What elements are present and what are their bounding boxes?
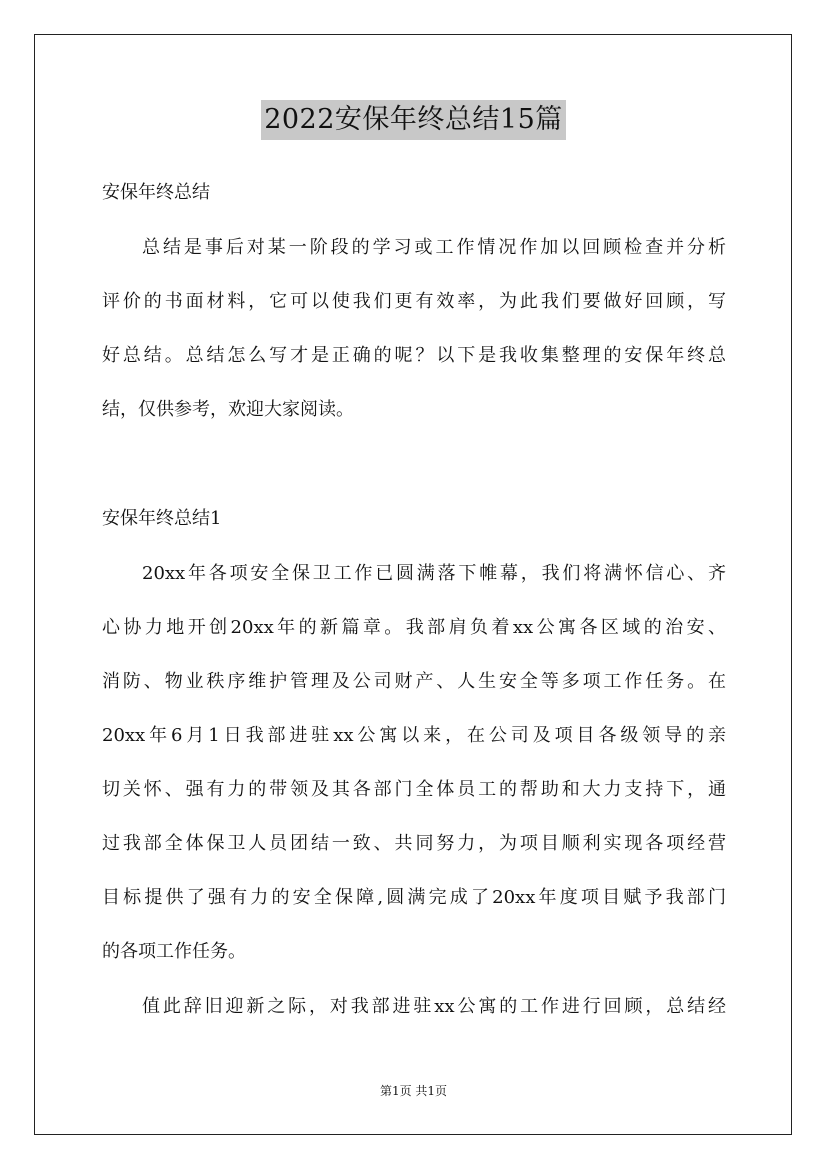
paragraph-line: 目标提供了强有力的安全保障,圆满完成了20xx年度项目赋予我部门 xyxy=(102,887,726,908)
paragraph-line: 消防、物业秩序维护管理及公司财产、人生安全等多项工作任务。在 xyxy=(102,671,726,692)
section-heading: 安保年终总结 xyxy=(102,182,210,203)
paragraph-line: 心协力地开创20xx年的新篇章。我部肩负着xx公寓各区域的治安、 xyxy=(102,617,726,638)
intro-line: 总结是事后对某一阶段的学习或工作情况作加以回顾检查并分析 xyxy=(142,237,726,258)
intro-line: 评价的书面材料，它可以使我们更有效率，为此我们要做好回顾，写 xyxy=(102,291,726,312)
intro-line: 好总结。总结怎么写才是正确的呢？以下是我收集整理的安保年终总 xyxy=(102,345,726,366)
page-footer: 第1页 共1页 xyxy=(379,1084,448,1098)
paragraph-line: 20xx年各项安全保卫工作已圆满落下帷幕，我们将满怀信心、齐 xyxy=(142,563,726,584)
paragraph-line: 的各项工作任务。 xyxy=(102,941,246,962)
title-container xyxy=(0,100,827,140)
article-heading: 安保年终总结1 xyxy=(102,508,222,529)
paragraph-line: 切关怀、强有力的带领及其各部门全体员工的帮助和大力支持下，通 xyxy=(102,779,726,800)
intro-line: 结，仅供参考，欢迎大家阅读。 xyxy=(102,399,354,420)
document-title: 2022安保年终总结15篇 xyxy=(261,100,566,140)
paragraph-line: 过我部全体保卫人员团结一致、共同努力，为项目顺利实现各项经营 xyxy=(102,833,726,854)
paragraph-line: 值此辞旧迎新之际，对我部进驻xx公寓的工作进行回顾，总结经 xyxy=(142,996,726,1017)
paragraph-line: 20xx年6月1日我部进驻xx公寓以来，在公司及项目各级领导的亲 xyxy=(102,725,726,746)
